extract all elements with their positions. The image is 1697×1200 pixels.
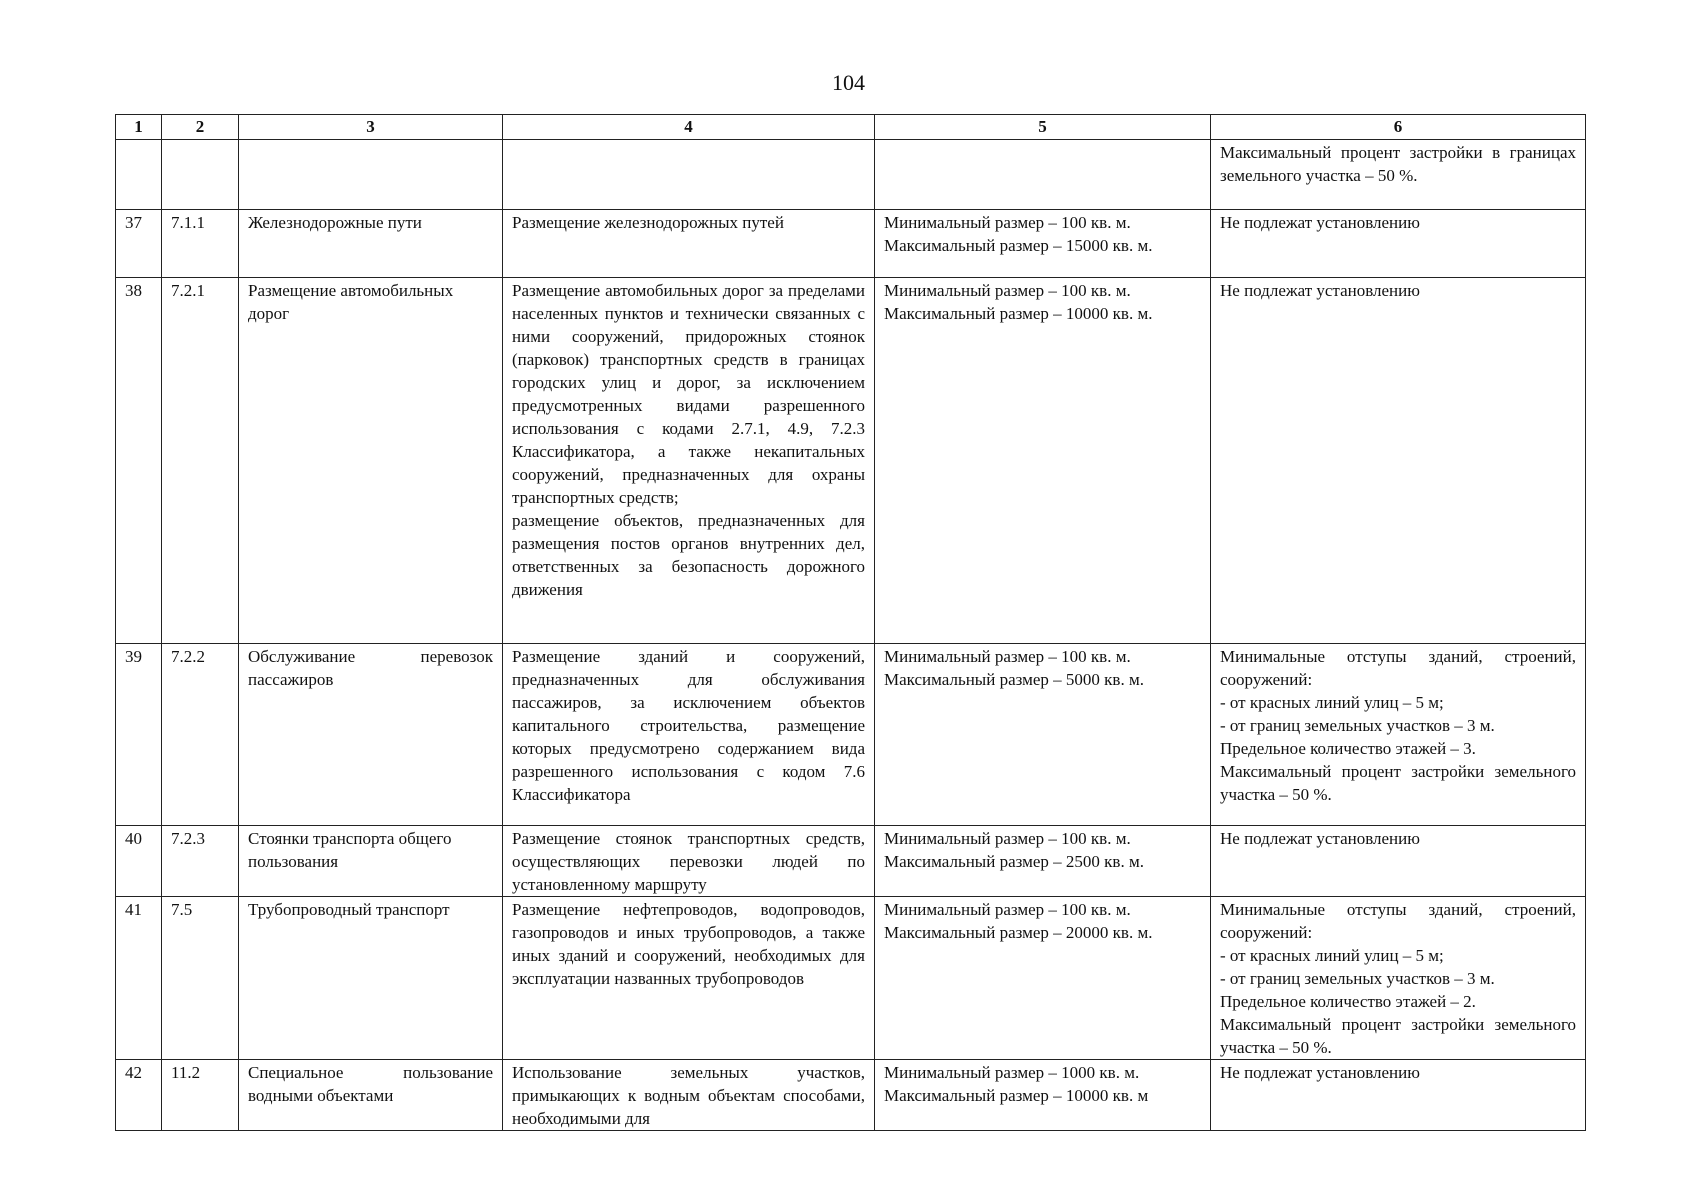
- size-max: Максимальный размер – 10000 кв. м.: [884, 304, 1153, 323]
- table-row: [116, 278, 1586, 644]
- name-cell: Обслуживание перевозок пассажиров: [239, 644, 503, 826]
- description-cell: [503, 826, 875, 897]
- size-max: Максимальный размер – 10000 кв. м: [884, 1086, 1149, 1105]
- size-cell: [875, 140, 1211, 210]
- description-cell: [503, 210, 875, 278]
- description-paragraph: Размещение железнодорожных путей: [512, 213, 784, 232]
- size-max: Максимальный размер – 15000 кв. м.: [884, 236, 1153, 255]
- description-paragraph: Размещение нефтепроводов, водопроводов, газопроводов и иных трубопроводов, а также иных зданий и сооружений, необходимых для эксплуатации названных трубопроводов: [512, 900, 865, 988]
- header-cell: 5: [875, 115, 1211, 140]
- row-number-cell: 38: [116, 278, 162, 644]
- parameter-line: Предельное количество этажей – 2.: [1220, 992, 1476, 1011]
- table-row: [116, 140, 1586, 210]
- parameter-line: Не подлежат установлению: [1220, 213, 1420, 232]
- parameter-line: - от границ земельных участков – 3 м.: [1220, 969, 1495, 988]
- parameter-line: - от границ земельных участков – 3 м.: [1220, 716, 1495, 735]
- code-cell: 7.5: [162, 897, 239, 1060]
- parameters-cell: [1211, 826, 1586, 897]
- parameters-cell: [1211, 278, 1586, 644]
- name-cell: Размещение автомобильных дорог: [239, 278, 503, 644]
- description-cell: [503, 644, 875, 826]
- size-max: Максимальный размер – 5000 кв. м.: [884, 670, 1144, 689]
- row-number-cell: [116, 140, 162, 210]
- size-cell: [875, 210, 1211, 278]
- parameters-cell: [1211, 210, 1586, 278]
- code-cell: 7.2.1: [162, 278, 239, 644]
- page-number: 104: [832, 70, 865, 95]
- parameter-line: Не подлежат установлению: [1220, 829, 1420, 848]
- name-cell: Трубопроводный транспорт: [239, 897, 503, 1060]
- parameters-cell: [1211, 897, 1586, 1060]
- table-row: [116, 210, 1586, 278]
- size-cell: [875, 278, 1211, 644]
- size-max: Максимальный размер – 20000 кв. м.: [884, 923, 1153, 942]
- code-cell: 7.2.3: [162, 826, 239, 897]
- parameter-line: Не подлежат установлению: [1220, 281, 1420, 300]
- code-cell: 7.1.1: [162, 210, 239, 278]
- code-cell: [162, 140, 239, 210]
- size-min: Минимальный размер – 100 кв. м.: [884, 647, 1131, 666]
- parameter-line: Не подлежат установлению: [1220, 1063, 1420, 1082]
- size-cell: [875, 644, 1211, 826]
- description-paragraph: Использование земельных участков, примыкающих к водным объектам способами, необходимыми для: [512, 1063, 865, 1128]
- size-cell: [875, 1060, 1211, 1131]
- parameters-cell: [1211, 140, 1586, 210]
- zoning-table: [115, 114, 1586, 1131]
- size-cell: [875, 897, 1211, 1060]
- parameter-line: Максимальный процент застройки земельного участка – 50 %.: [1220, 1015, 1576, 1057]
- header-cell: 4: [503, 115, 875, 140]
- description-paragraph: Размещение стоянок транспортных средств, осуществляющих перевозки людей по установленному маршруту: [512, 829, 865, 894]
- parameter-line: Максимальный процент застройки земельного участка – 50 %.: [1220, 762, 1576, 804]
- table-row: [116, 644, 1586, 826]
- name-cell: Стоянки транспорта общего пользования: [239, 826, 503, 897]
- parameter-line: Предельное количество этажей – 3.: [1220, 739, 1476, 758]
- size-max: Максимальный размер – 2500 кв. м.: [884, 852, 1144, 871]
- parameter-line: Минимальные отступы зданий, строений, сооружений:: [1220, 900, 1576, 942]
- name-cell: Специальное пользование водными объектами: [239, 1060, 503, 1131]
- size-min: Минимальный размер – 100 кв. м.: [884, 900, 1131, 919]
- size-cell: [875, 826, 1211, 897]
- name-cell: [239, 140, 503, 210]
- size-min: Минимальный размер – 100 кв. м.: [884, 829, 1131, 848]
- parameters-cell: [1211, 1060, 1586, 1131]
- description-cell: [503, 897, 875, 1060]
- parameter-line: Минимальные отступы зданий, строений, сооружений:: [1220, 647, 1576, 689]
- parameter-line: Максимальный процент застройки в границах земельного участка – 50 %.: [1220, 143, 1576, 185]
- table-row: [116, 1060, 1586, 1131]
- header-cell: 1: [116, 115, 162, 140]
- description-cell: [503, 278, 875, 644]
- description-cell: [503, 1060, 875, 1131]
- row-number-cell: 37: [116, 210, 162, 278]
- name-cell: Железнодорожные пути: [239, 210, 503, 278]
- parameters-cell: [1211, 644, 1586, 826]
- row-number-cell: 41: [116, 897, 162, 1060]
- code-cell: 11.2: [162, 1060, 239, 1131]
- table-row: [116, 826, 1586, 897]
- header-cell: 6: [1211, 115, 1586, 140]
- description-paragraph: Размещение автомобильных дорог за пределами населенных пунктов и технически связанных с ними сооружений, придорожных стоянок (парковок) транспортных средств в границах городских улиц и дорог, за исключением предусмотренных видами разрешенного использования с кодами 2.7.1, 4.9, 7.2.3 Классификатора, а также некапитальных сооружений, предназначенных для охраны транспортных средств;: [512, 281, 865, 507]
- code-cell: 7.2.2: [162, 644, 239, 826]
- size-min: Минимальный размер – 100 кв. м.: [884, 213, 1131, 232]
- parameter-line: - от красных линий улиц – 5 м;: [1220, 693, 1444, 712]
- header-row: [116, 115, 1586, 140]
- description-paragraph: Размещение зданий и сооружений, предназначенных для обслуживания пассажиров, за исключением объектов капитального строительства, размещение которых предусмотрено содержанием вида разрешенного использования с кодом 7.6 Классификатора: [512, 647, 865, 804]
- description-cell: [503, 140, 875, 210]
- row-number-cell: 42: [116, 1060, 162, 1131]
- header-cell: 2: [162, 115, 239, 140]
- size-min: Минимальный размер – 1000 кв. м.: [884, 1063, 1140, 1082]
- description-paragraph: размещение объектов, предназначенных для размещения постов органов внутренних дел, ответственных за безопасность дорожного движения: [512, 511, 865, 599]
- row-number-cell: 40: [116, 826, 162, 897]
- header-cell: 3: [239, 115, 503, 140]
- parameter-line: - от красных линий улиц – 5 м;: [1220, 946, 1444, 965]
- row-number-cell: 39: [116, 644, 162, 826]
- size-min: Минимальный размер – 100 кв. м.: [884, 281, 1131, 300]
- table-row: [116, 897, 1586, 1060]
